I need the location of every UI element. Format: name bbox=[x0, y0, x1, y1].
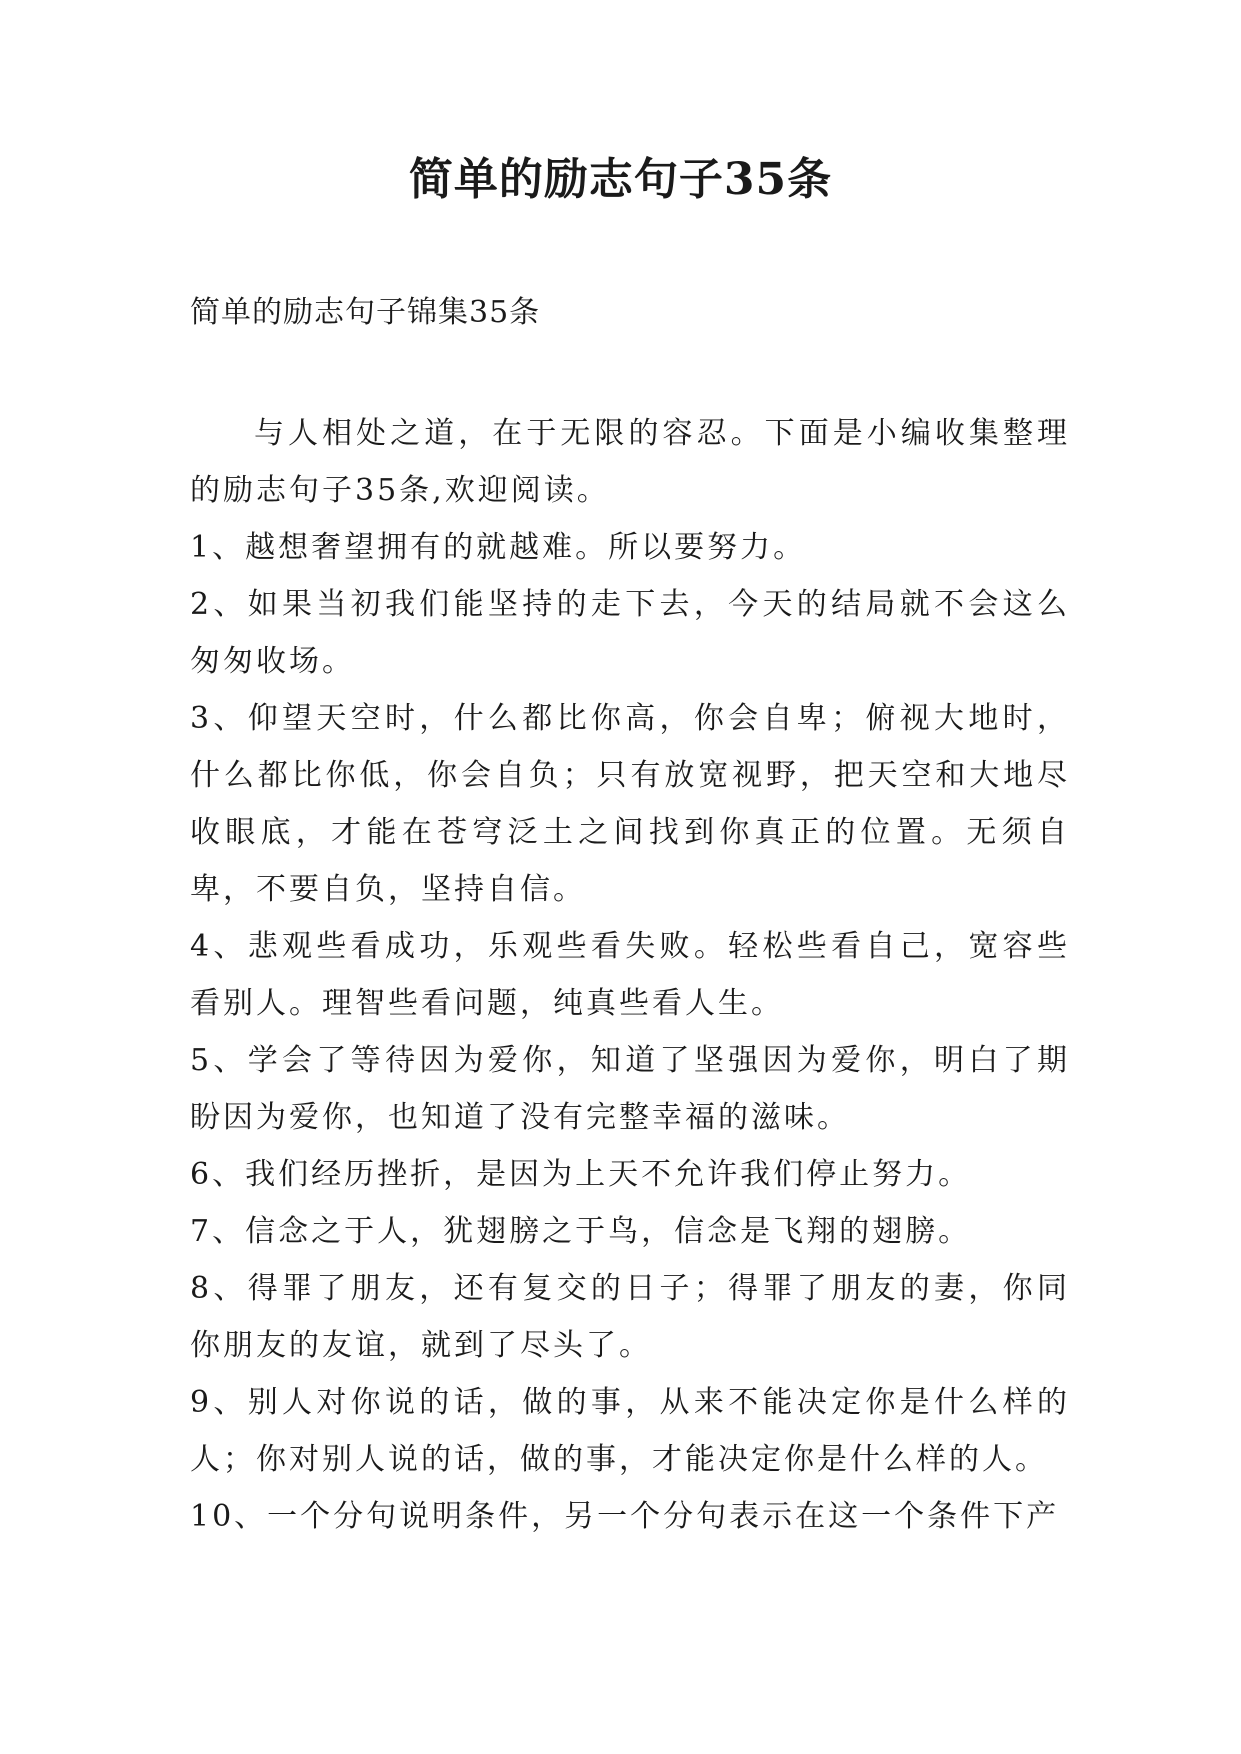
list-item: 1、越想奢望拥有的就越难。所以要努力。 bbox=[190, 530, 807, 565]
list-item: 10、一个分句说明条件，另一个分句表示在这一个条件下产 bbox=[190, 1499, 1060, 1534]
document-subtitle: 简单的励志句子锦集35条 bbox=[190, 295, 541, 330]
list-item: 3、仰望天空时，什么都比你高，你会自卑；俯视大地时，什么都比你低，你会自负；只有放宽视野，把天空和大地尽收眼底，才能在苍穹泛土之间找到你真正的位置。无须自卑，不要自负，坚持自信。 bbox=[190, 701, 1070, 907]
list-item: 7、信念之于人，犹翅膀之于鸟，信念是飞翔的翅膀。 bbox=[190, 1214, 972, 1249]
document-title: 简单的励志句子35条 bbox=[408, 154, 833, 205]
list-item: 8、得罪了朋友，还有复交的日子；得罪了朋友的妻，你同你朋友的友谊，就到了尽头了。 bbox=[190, 1271, 1070, 1363]
intro-paragraph: 与人相处之道，在于无限的容忍。下面是小编收集整理的励志句子35条,欢迎阅读。 bbox=[190, 416, 1070, 508]
list-item: 6、我们经历挫折，是因为上天不允许我们停止努力。 bbox=[190, 1157, 972, 1192]
list-item: 2、如果当初我们能坚持的走下去，今天的结局就不会这么匆匆收场。 bbox=[190, 587, 1070, 679]
list-item: 9、别人对你说的话，做的事，从来不能决定你是什么样的人；你对别人说的话，做的事，才能决定你是什么样的人。 bbox=[190, 1385, 1070, 1477]
list-item: 4、悲观些看成功，乐观些看失败。轻松些看自己，宽容些看别人。理智些看问题，纯真些看人生。 bbox=[190, 929, 1070, 1021]
list-item: 5、学会了等待因为爱你，知道了坚强因为爱你，明白了期盼因为爱你，也知道了没有完整幸福的滋味。 bbox=[190, 1043, 1070, 1135]
document-body bbox=[190, 405, 1070, 1545]
